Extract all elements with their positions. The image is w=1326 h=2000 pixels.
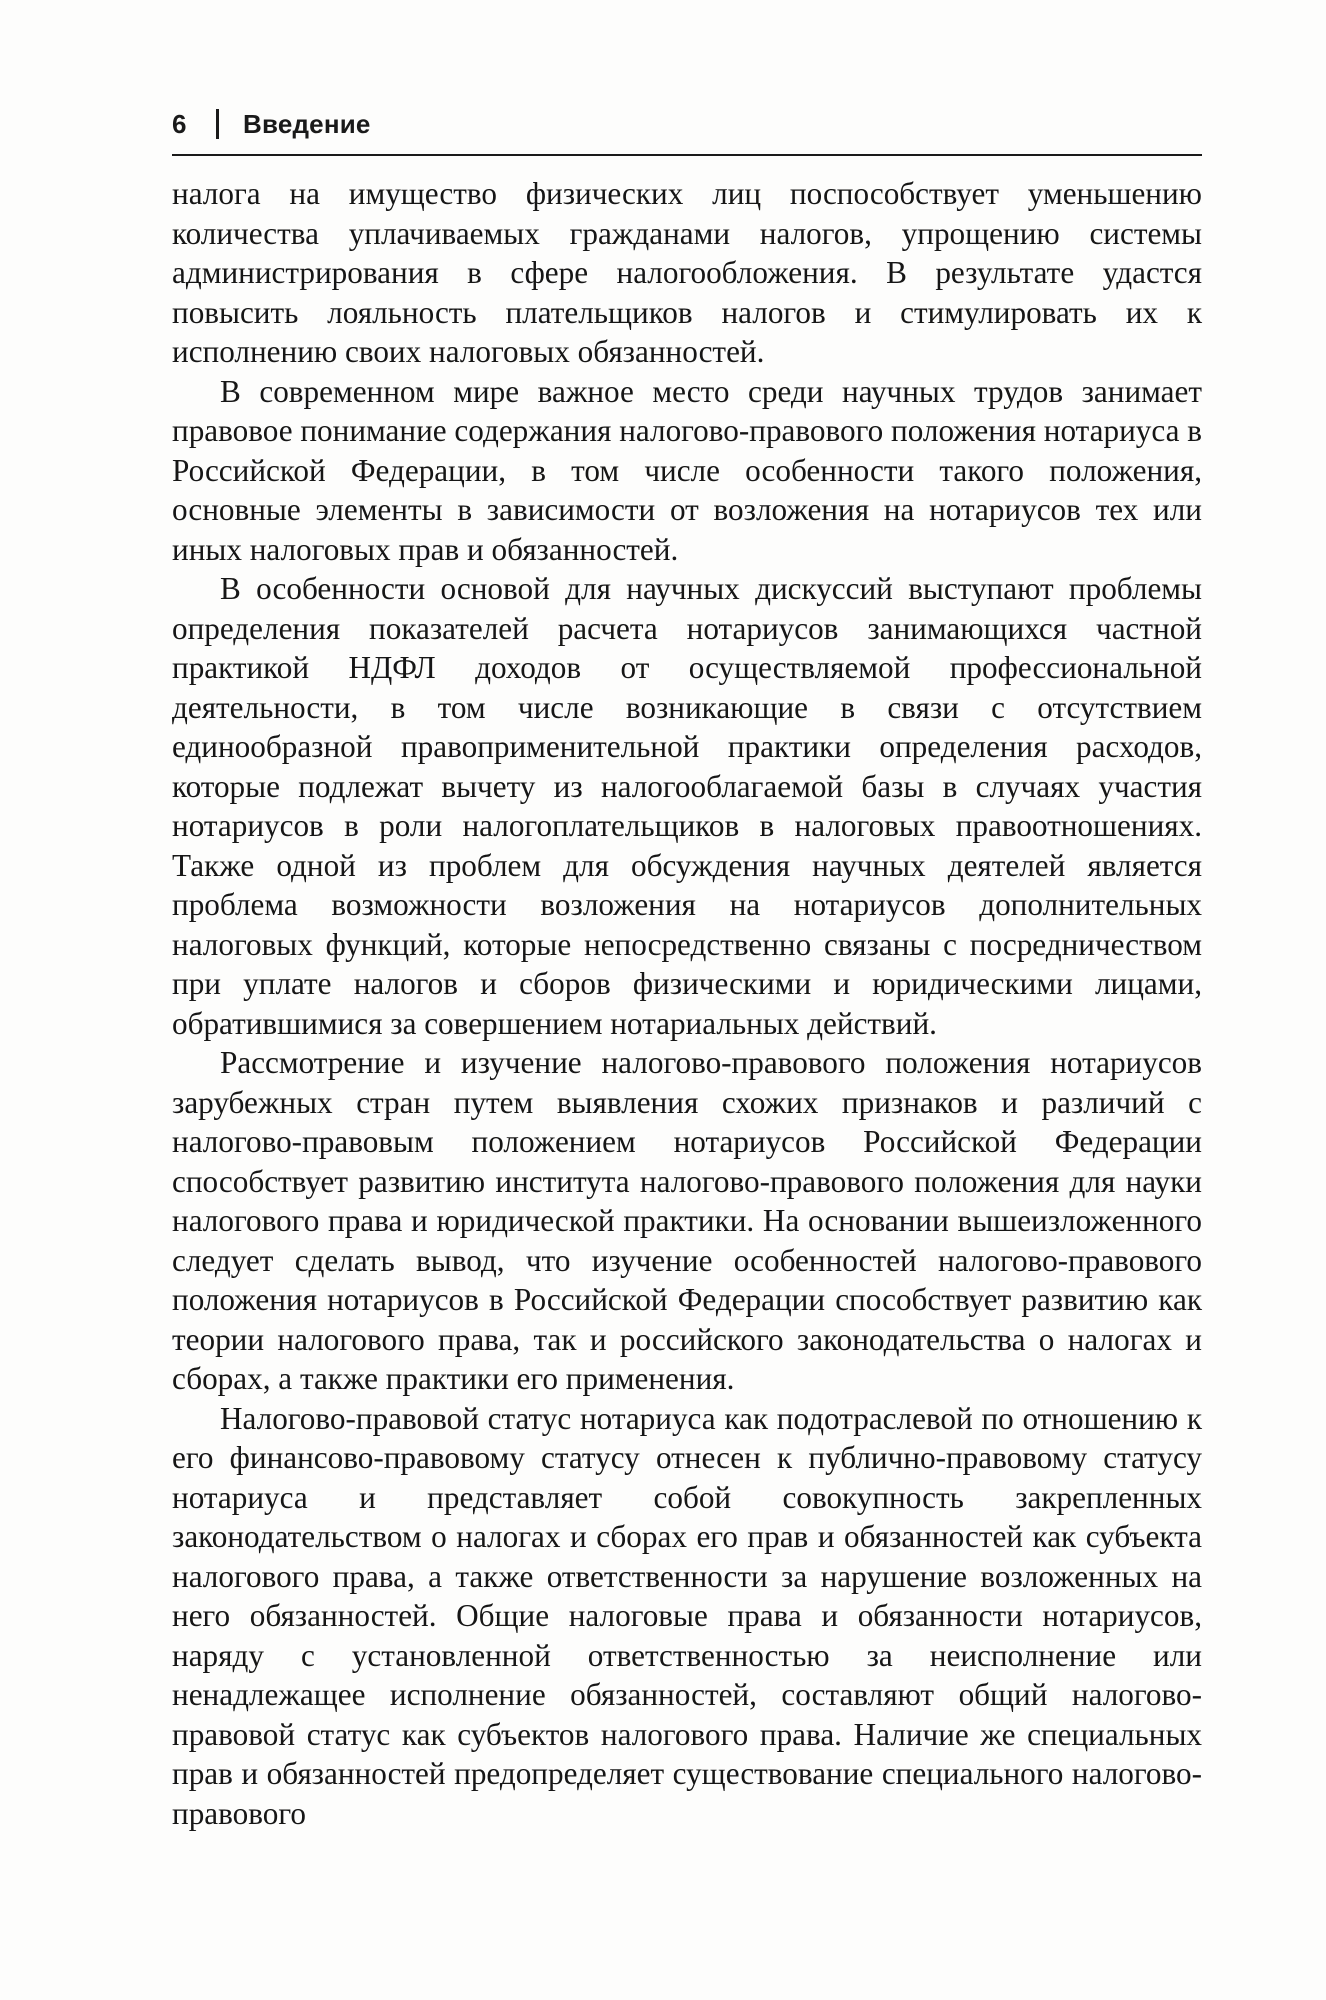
header-rule (172, 154, 1202, 156)
page-number: 6 (172, 108, 187, 139)
paragraph-continued: налога на имущество физических лиц поспособствует уменьшению количества уплачиваемых гражданами налогов, упрощению системы администрирования в сфере налогообложения. В результате удастся повысить лояльность плательщиков налогов и стимулировать их к исполнению своих налоговых обязанностей. (172, 176, 1202, 369)
section-title: Введение (243, 108, 371, 139)
header-divider-bar (216, 109, 219, 139)
paragraph: В современном мире важное место среди научных трудов занимает правовое понимание содержания налогово-правового положения нотариуса в Российской Федерации, в том числе особенности такого положения, основные элементы в зависимости от возложения на нотариусов тех или иных налоговых прав и обязанностей. (172, 373, 1202, 567)
paragraph: Налогово-правовой статус нотариуса как подотраслевой по отношению к его финансово-правовому статусу отнесен к публично-правовому статусу нотариуса и представляет собой совокупность закрепленных законодательством о налогах и сборах его прав и обязанностей как субъекта налогового права, а также ответственности за нарушение возложенных на него обязанностей. Общие налоговые права и обязанности нотариусов, наряду с установленной ответственностью за неисполнение или ненадлежащее исполнение обязанностей, составляют общий налогово-правовой статус как субъектов налогового права. Наличие же специальных прав и обязанностей предопределяет существование специального налогово-правового (172, 1400, 1202, 1831)
running-header (172, 100, 1202, 148)
body-text (172, 174, 1202, 1833)
paragraph: В особенности основой для научных дискуссий выступают проблемы определения показателей расчета нотариусов занимающихся частной практикой НДФЛ доходов от осуществляемой профессиональной деятельности, в том числе возникающие в связи с отсутствием единообразной правоприменительной практики определения расходов, которые подлежат вычету из налогооблагаемой базы в случаях участия нотариусов в роли налогоплательщиков в налоговых правоотношениях. Также одной из проблем для обсуждения научных деятелей является проблема возможности возложения на нотариусов дополнительных налоговых функций, которые непосредственно связаны с посредничеством при уплате налогов и сборов физическими и юридическими лицами, обратившимися за совершением нотариальных действий. (172, 571, 1202, 1041)
paragraph: Рассмотрение и изучение налогово-правового положения нотариусов зарубежных стран путем выявления схожих признаков и различий с налогово-правовым положением нотариусов Российской Федерации способствует развитию института налогово-правового положения для науки налогового права и юридической практики. На основании вышеизложенного следует сделать вывод, что изучение особенностей налогово-правового положения нотариусов в Российской Федерации способствует развитию как теории налогового права, так и российского законодательства о налогах и сборах, а также практики его применения. (172, 1045, 1202, 1396)
book-page (172, 100, 1202, 1833)
